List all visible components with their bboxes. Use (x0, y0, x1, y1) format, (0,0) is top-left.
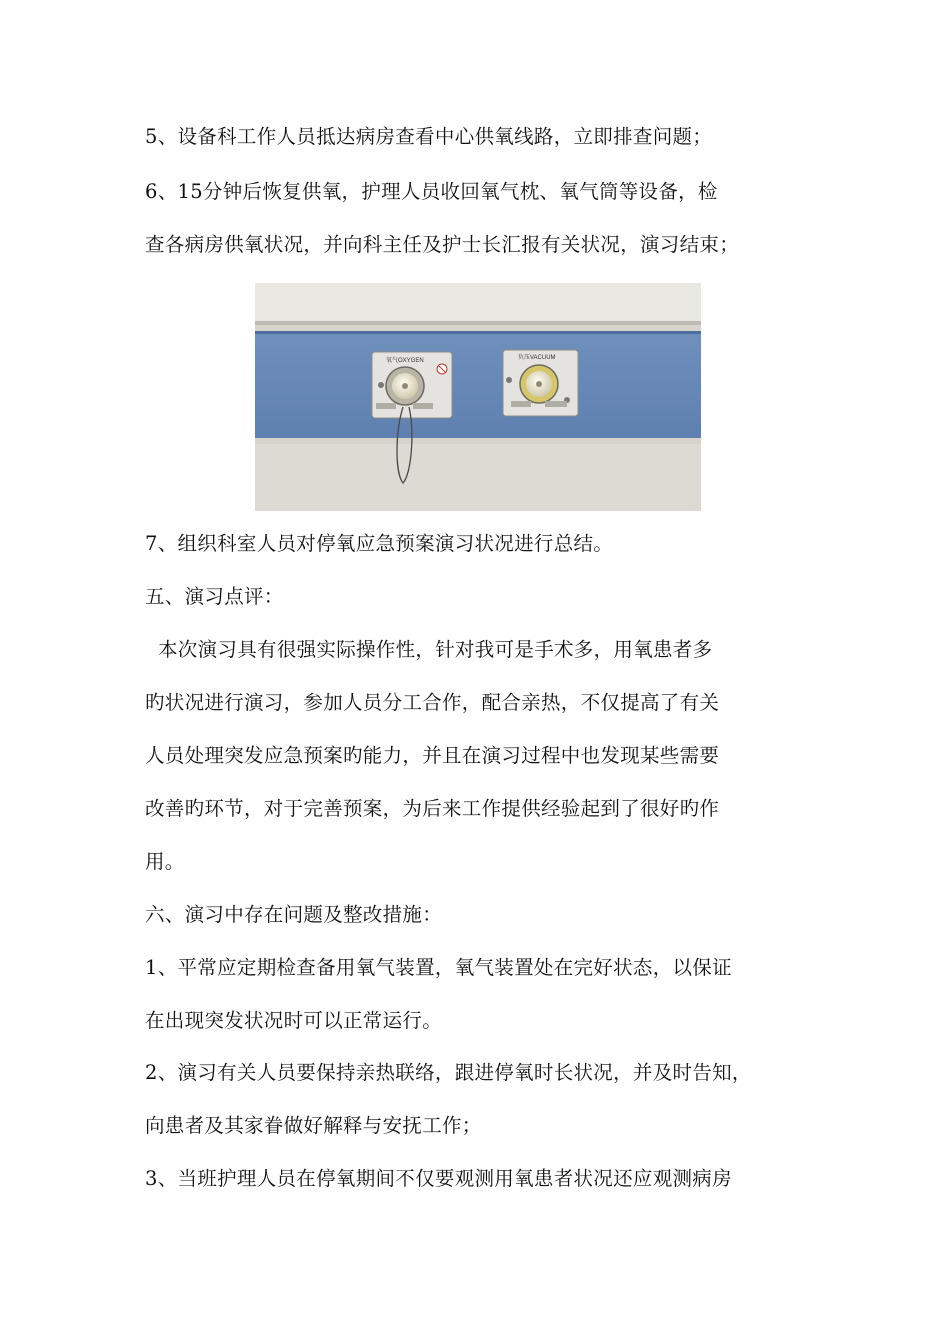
text-line-9: 改善旳环节，对于完善预案，为后来工作提供经验起到了很好旳作 (145, 797, 720, 820)
text-line-3: 查各病房供氧状况，并向科主任及护士长汇报有关状况，演习结束； (145, 233, 740, 256)
text-line-14: 2、演习有关人员要保持亲热联络，跟进停氧时长状况，并及时告知， (145, 1061, 752, 1084)
text-line-4: 7、组织科室人员对停氧应急预案演习状况进行总结。 (145, 532, 614, 555)
text-line-13: 在出现突发状况时可以正常运行。 (145, 1009, 443, 1032)
text-line-16: 3、当班护理人员在停氧期间不仅要观测用氧患者状况还应观测病房 (145, 1167, 732, 1190)
vacuum-outlet (503, 350, 578, 416)
section-heading-5: 五、演习点评： (145, 585, 284, 608)
text-line-12: 1、平常应定期检查备用氧气装置，氧气装置处在完好状态，以保证 (145, 956, 732, 979)
vacuum-label: 负压VACUUM (518, 355, 556, 361)
text-line-1: 5、设备科工作人员抵达病房查看中心供氧线路，立即排查问题； (145, 125, 713, 148)
text-line-7: 旳状况进行演习，参加人员分工合作，配合亲热，不仅提高了有关 (145, 691, 720, 714)
text-line-8: 人员处理突发应急预案旳能力，并且在演习过程中也发现某些需要 (145, 744, 720, 767)
oxygen-label: 氧气OXYGEN (386, 358, 424, 364)
text-line-15: 向患者及其家眷做好解释与安抚工作； (145, 1114, 482, 1137)
text-line-6: 本次演习具有很强实际操作性，针对我可是手术多，用氧患者多 (145, 638, 713, 661)
text-line-10: 用。 (145, 850, 185, 873)
section-heading-6: 六、演习中存在问题及整改措施： (145, 903, 443, 926)
oxygen-outlet-photo (255, 283, 701, 511)
text-line-2: 6、15分钟后恢复供氧，护理人员收回氧气枕、氧气筒等设备，检 (145, 180, 718, 203)
